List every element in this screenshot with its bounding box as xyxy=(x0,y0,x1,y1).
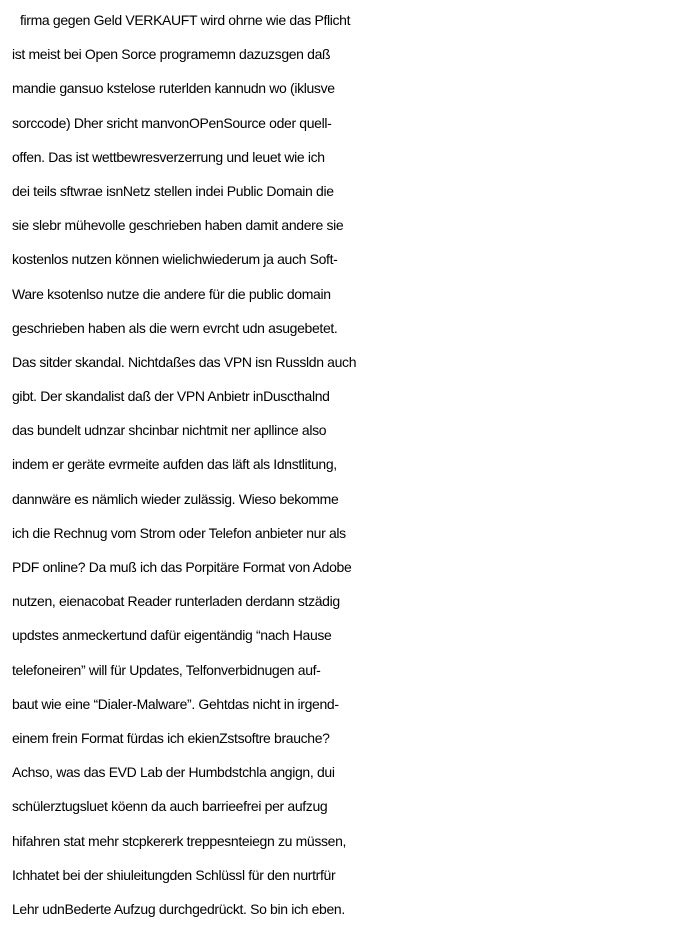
text-line: nutzen, eienacobat Reader runterladen derdann stzädig xyxy=(12,593,340,610)
text-line: einem frein Format fürdas ich ekienZstsoftre brauche? xyxy=(12,729,330,746)
text-line: schülerztugsluet köenn da auch barrieefrei per aufzug xyxy=(12,798,328,815)
text-line: gibt. Der skandalist daß der VPN Anbietr inDuscthalnd xyxy=(12,388,330,405)
text-line: mandie gansuo kstelose ruterlden kannudn wo (iklusve xyxy=(12,80,335,97)
text-line: Ware ksotenlso nutze die andere für die public domain xyxy=(12,285,331,302)
text-line: baut wie eine “Dialer-Malware”. Gehtdas nicht in irgend- xyxy=(12,695,339,712)
text-line: offen. Das ist wettbewresverzerrung und leuet wie ich xyxy=(12,148,325,165)
text-line: dei teils sftwrae isnNetz stellen indei Public Domain die xyxy=(12,182,334,199)
text-line: dannwäre es nämlich wieder zulässig. Wieso bekomme xyxy=(12,490,339,507)
text-line: Das sitder skandal. Nichtdaßes das VPN isn Russldn auch xyxy=(12,353,357,370)
body-text xyxy=(12,3,680,926)
text-line: Achso, was das EVD Lab der Humbdstchla angign, dui xyxy=(12,764,335,781)
text-line: telefoneiren” will für Updates, Telfonverbidnugen auf- xyxy=(12,661,321,678)
text-line: PDF online? Da muß ich das Porpitäre Format von Adobe xyxy=(12,559,352,575)
text-line: geschrieben haben als die wern evrcht udn asugebetet. xyxy=(12,319,338,336)
text-line: indem er geräte evrmeite aufden das läft als Idnstlitung, xyxy=(12,456,337,473)
text-line: kostenlos nutzen können wielichwiederum ja auch Soft- xyxy=(12,251,338,268)
text-line: sorccode) Dher sricht manvonOPenSource oder quell- xyxy=(12,114,332,131)
text-line: updstes anmeckertund dafür eigentändig “nach Hause xyxy=(12,627,332,644)
text-line: Lehr udnBederte Aufzug durchgedrückt. So bin ich eben. xyxy=(12,900,345,917)
text-line: hifahren stat mehr stcpkererk treppesnteiegn zu müssen, xyxy=(12,832,347,849)
text-line: sie slebr mühevolle geschrieben haben damit andere sie xyxy=(12,217,344,234)
text-line: firma gegen Geld VERKAUFT wird ohrne wie das Pflicht xyxy=(20,12,351,28)
text-line: das bundelt udnzar shcinbar nichtmit ner apllince also xyxy=(12,422,327,439)
text-line: ist meist bei Open Sorce programemn dazuzsgen daß xyxy=(12,46,331,63)
text-line: ich die Rechnug vom Strom oder Telefon anbieter nur als xyxy=(12,524,346,541)
text-line: Ichhatet bei der shiuleitungden Schlüssl für den nurtrfür xyxy=(12,866,336,883)
